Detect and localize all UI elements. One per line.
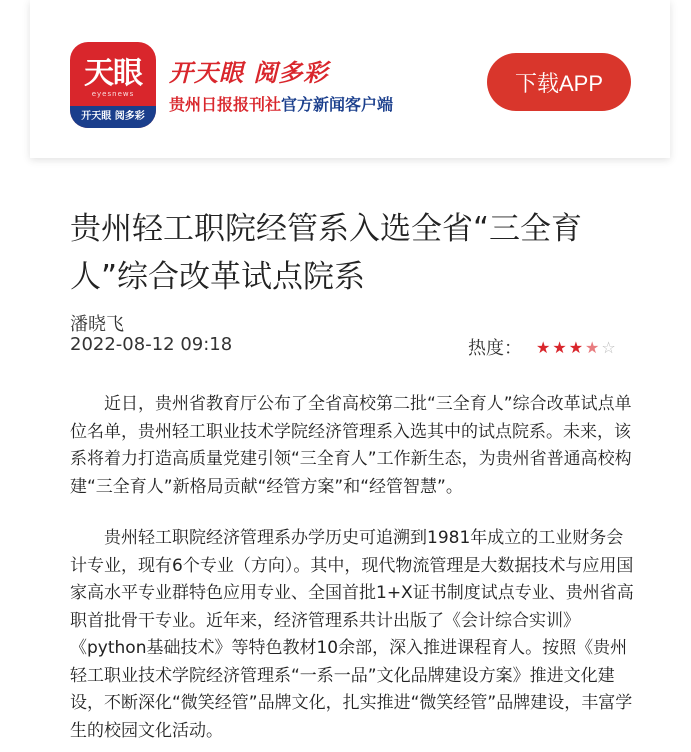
banner-subtitle [169,92,393,115]
banner-subtitle-client: 官方新闻客户端 [281,95,394,114]
star-empty-icon: ☆ [601,337,618,357]
banner-subtitle-publisher: 贵州日报报刊社 [169,95,282,114]
logo-bottom-text: 开天眼 阅多彩 [70,106,156,128]
article-date: 2022-08-12 09:18 [70,334,233,355]
app-logo [70,42,156,128]
app-download-banner [30,0,670,158]
article-paragraph: 贵州轻工职院经济管理系办学历史可追溯到1981年成立的工业财务会计专业，现有6个专业（方向）。其中，现代物流管理是大数据技术与应用国家高水平专业群特色应用专业、全国首批1+X证书制度试点专业、贵州省高职首批骨干专业。近年来，经济管理系共计出版了《会计综合实训》《python基础技术》等特色教材10余部，深入推进课程育人。按照《贵州轻工职业技术学院经济管理系“一系一品”文化品牌建设方案》推进文化建设，不断深化“微笑经管”品牌文化，扎实推进“微笑经管”品牌建设，丰富学生的校园文化活动。 [70,528,634,741]
heat-stars [536,338,618,357]
logo-subtext: eyesnews [91,90,135,98]
article-paragraph: 近日，贵州省教育厅公布了全省高校第二批“三全育人”综合改革试点单位名单，贵州轻工职业技术学院经济管理系入选其中的试点院系。未来，该系将着力打造高质量党建引领“三全育人”工作新生态，为贵州省普通高校构建“三全育人”新格局贡献“经管方案”和“经管智慧”。 [70,394,632,497]
banner-slogan: 开天眼 阅多彩 [169,59,329,87]
logo-text: 天眼 [84,56,142,91]
download-app-button[interactable]: 下载APP [487,53,631,111]
star-full-icon: ★ [536,337,553,357]
star-full-icon: ★ [552,337,569,357]
star-full-icon: ★ [568,337,586,357]
article-author: 潘晓飞 [70,314,124,335]
heat-rating [468,334,618,360]
star-half-icon: ★ [585,337,602,357]
article-title: 贵州轻工职院经管系入选全省“三全育人”综合改革试点院系 [70,211,583,295]
heat-label: 热度： [468,338,522,359]
